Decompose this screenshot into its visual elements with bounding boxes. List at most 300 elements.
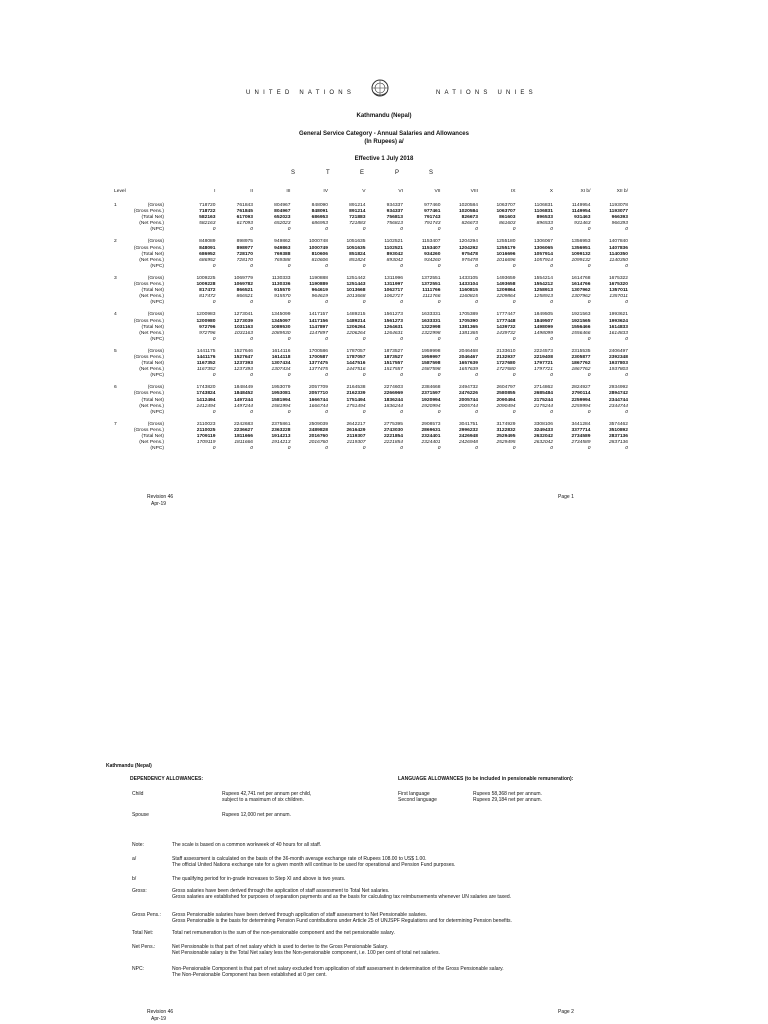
- steps-letter: P: [395, 170, 400, 176]
- salary-cell: 1517557: [383, 367, 403, 373]
- salary-cell: 1322998: [421, 324, 441, 330]
- un-emblem-icon: [370, 78, 390, 98]
- salary-cell: 2580855: [496, 391, 516, 397]
- salary-cell: 3510892: [608, 427, 628, 433]
- note-label: Gross:: [132, 888, 147, 894]
- salary-cell: 964619: [311, 294, 328, 300]
- child-text-2: subject to a maximum of six children.: [222, 797, 304, 803]
- step-column-header: XI b/: [580, 188, 591, 194]
- salary-cell: 2908573: [421, 421, 441, 427]
- salary-cell: 1705389: [458, 312, 478, 318]
- salary-cell: 1439732: [496, 324, 516, 330]
- salary-cell: 2632042: [533, 434, 553, 439]
- salary-cell: 1311996: [384, 275, 403, 281]
- salary-cell: 2133610: [496, 348, 516, 354]
- salary-cell: 1700587: [308, 354, 328, 360]
- salary-cell: 1106831: [534, 203, 553, 208]
- salary-cell: 0: [587, 373, 591, 379]
- level-number: 7: [114, 421, 117, 427]
- row-label: (Gross Pens.): [133, 318, 164, 324]
- salary-cell: 891214: [349, 209, 366, 215]
- salary-cell: 1016696: [496, 257, 516, 263]
- salary-cell: 0: [400, 300, 403, 306]
- salary-cell: 0: [550, 373, 553, 379]
- salary-cell: 1914213: [271, 440, 291, 446]
- salary-cell: 0: [437, 446, 441, 452]
- note-text: Gross Pensionable salaries have been derived through application of staff assessment to Net Pensionable salaries.: [172, 912, 428, 918]
- salary-cell: 2824927: [571, 385, 591, 391]
- child-text: Rupees 42,741 net per annum per child,: [222, 791, 312, 797]
- salary-cell: 2324401: [421, 434, 441, 439]
- row-label: (Gross): [147, 203, 164, 208]
- spouse-text: Rupees 12,000 net per annum.: [222, 812, 291, 818]
- salary-cell: 1057914: [533, 251, 553, 257]
- salary-cell: 769388: [274, 257, 291, 263]
- salary-cell: 2090494: [496, 403, 516, 409]
- salary-cell: 1581994: [271, 403, 291, 409]
- salary-cell: 1307434: [271, 367, 291, 373]
- page-title: General Service Category - Annual Salaries and Allowances: [299, 131, 469, 137]
- salary-cell: 1013668: [346, 288, 366, 294]
- salary-cell: 0: [625, 300, 628, 306]
- row-label: (Net Pens.): [139, 257, 164, 263]
- salary-cell: 2344744: [608, 403, 628, 409]
- salary-cell: 686952: [199, 257, 216, 263]
- salary-cell: 1811666: [234, 440, 253, 446]
- salary-cell: 0: [475, 263, 478, 269]
- salary-cell: 1959997: [421, 354, 441, 360]
- table-row: [114, 446, 628, 452]
- salary-cell: 1209864: [496, 294, 516, 300]
- salary-cell: 0: [212, 300, 216, 306]
- salary-cell: 1062717: [383, 288, 403, 294]
- salary-cell: 0: [325, 446, 328, 452]
- salary-cell: 1527646: [233, 348, 253, 354]
- salary-cell: 1489215: [346, 312, 366, 318]
- salary-cell: 1493658: [496, 282, 516, 288]
- salary-cell: 1089530: [271, 324, 291, 330]
- step-column-header: II: [250, 188, 253, 194]
- step-column-header: I: [214, 188, 216, 194]
- salary-cell: 0: [250, 446, 253, 452]
- salary-cell: 861603: [499, 215, 516, 221]
- salary-cell: 1920994: [421, 397, 441, 403]
- salary-cell: 0: [550, 227, 553, 233]
- note-text: Gross salaries are established for purposes of separation payments and as the basis for calculating tax reimbursements whenever UN salaries are taxed.: [172, 894, 512, 900]
- salary-cell: 2005744: [458, 397, 478, 403]
- salary-cell: 1873527: [383, 354, 403, 360]
- salary-cell: 1264631: [383, 330, 403, 336]
- salary-cell: 1441175: [196, 348, 216, 354]
- salary-cell: 2734589: [571, 440, 591, 446]
- salary-cell: 0: [400, 409, 403, 415]
- step-column-header: III: [286, 188, 291, 194]
- revision-date: Apr-19: [151, 501, 167, 507]
- salary-cell: 1069782: [233, 282, 253, 288]
- salary-cell: 1062717: [383, 294, 403, 300]
- salary-cell: 1633331: [421, 312, 441, 318]
- salary-cell: 0: [287, 409, 291, 415]
- salary-cell: 728170: [236, 251, 253, 257]
- salary-cell: 1705390: [458, 318, 478, 324]
- salary-cell: 1147897: [309, 324, 328, 330]
- salary-cell: 1206264: [346, 330, 366, 336]
- salary-cell: 966393: [611, 221, 628, 227]
- salary-cell: 810606: [311, 257, 328, 263]
- salary-cell: 1614766: [571, 282, 591, 288]
- salary-cell: 3122832: [496, 427, 516, 433]
- salary-cell: 1204292: [458, 245, 478, 251]
- salary-cell: 0: [400, 263, 403, 269]
- salary-cell: 2046468: [458, 348, 478, 354]
- salary-cell: 2324401: [421, 440, 441, 446]
- salary-cell: 756813: [386, 215, 403, 221]
- salary-cell: 1447516: [346, 361, 366, 367]
- salary-cell: 1921565: [571, 318, 591, 324]
- dependency-title: DEPENDENCY ALLOWANCES:: [130, 776, 204, 782]
- salary-cell: 2224573: [533, 348, 553, 354]
- salary-cell: 2221854: [383, 440, 403, 446]
- note-label: Total Net:: [132, 930, 154, 936]
- salary-cell: 2259994: [571, 397, 591, 403]
- salary-cell: 931463: [574, 221, 591, 227]
- salary-cell: 972796: [199, 330, 216, 336]
- salary-cell: 1200983: [196, 312, 216, 318]
- salary-cell: 1009225: [196, 275, 216, 281]
- salary-cell: 915570: [274, 294, 291, 300]
- salary-cell: 791743: [424, 221, 441, 227]
- level-number: 5: [114, 348, 117, 354]
- table-row: [114, 337, 628, 343]
- salary-cell: 756813: [386, 221, 403, 227]
- salary-cell: 0: [475, 373, 478, 379]
- salary-cell: 1587598: [421, 361, 441, 367]
- salary-cell: 1307962: [571, 288, 591, 294]
- salary-cell: 1206264: [346, 324, 366, 330]
- salary-cell: 851824: [349, 257, 366, 263]
- salary-cell: 0: [475, 300, 478, 306]
- salary-cell: 1251443: [346, 282, 366, 288]
- salary-cell: 2221854: [383, 434, 403, 439]
- salary-cell: 1417157: [308, 312, 328, 318]
- row-label: (NPC): [150, 227, 164, 233]
- salary-cell: 1063707: [496, 209, 516, 215]
- note-label: Gross Pens.:: [132, 912, 161, 918]
- salary-cell: 1581994: [271, 397, 291, 403]
- salary-cell: 0: [212, 263, 216, 269]
- salary-cell: 1751494: [346, 403, 366, 409]
- spouse-label: Spouse: [132, 812, 149, 818]
- note-text: Staff assessment is calculated on the basis of the 36-month average exchange rate of Rupees 108.00 to US$ 1.00.: [172, 856, 427, 862]
- salary-cell: 1190889: [309, 282, 328, 288]
- salary-cell: 0: [512, 373, 516, 379]
- salary-cell: 0: [475, 409, 478, 415]
- salary-cell: 3574462: [608, 421, 628, 427]
- salary-cell: 1614833: [608, 330, 628, 336]
- note-text: The official United Nations exchange rate for a given month will continue to be used for operational and Pension Fund purposes.: [172, 862, 456, 868]
- salary-cell: 2119307: [346, 434, 366, 439]
- salary-cell: 0: [437, 373, 441, 379]
- salary-cell: 1273041: [233, 312, 253, 318]
- salary-cell: 1258913: [533, 288, 553, 294]
- salary-cell: 2375861: [271, 421, 291, 427]
- salary-cell: 2894742: [608, 391, 628, 397]
- salary-cell: 0: [250, 300, 253, 306]
- salary-cell: 1167352: [196, 361, 216, 367]
- salary-cell: 1322998: [421, 330, 441, 336]
- salary-cell: 1614116: [271, 348, 291, 354]
- salary-cell: 1190888: [309, 275, 328, 281]
- salary-cell: 975478: [461, 257, 478, 263]
- salary-cell: 0: [362, 263, 366, 269]
- salary-cell: 0: [437, 227, 441, 233]
- salary-cell: 0: [250, 263, 253, 269]
- salary-cell: 1587598: [421, 367, 441, 373]
- salary-cell: 2384668: [421, 385, 441, 391]
- salary-cell: 1273039: [233, 318, 253, 324]
- salary-cell: 1412494: [196, 403, 216, 409]
- salary-cell: 0: [287, 446, 291, 452]
- salary-cell: 582163: [199, 221, 216, 227]
- row-label: (NPC): [150, 373, 164, 379]
- note-text: Gross salaries have been derived through the application of staff assessment to Total Net salaries.: [172, 888, 390, 894]
- salary-cell: 2016760: [308, 434, 328, 439]
- salary-cell: 2119307: [346, 440, 366, 446]
- table-row: [114, 300, 628, 306]
- salary-cell: 1441176: [196, 354, 216, 360]
- salary-cell: 718722: [199, 209, 216, 215]
- salary-cell: 1993624: [608, 318, 628, 324]
- salary-cell: 2046467: [458, 354, 478, 360]
- salary-cell: 2685484: [533, 391, 553, 397]
- second-language-label: Second language: [398, 797, 437, 803]
- salary-cell: 686953: [311, 215, 328, 221]
- level-number: 4: [114, 312, 117, 318]
- step-column-header: X: [549, 188, 553, 194]
- salary-cell: 893042: [386, 251, 403, 257]
- salary-cell: 931463: [574, 215, 591, 221]
- note-label: Note:: [132, 842, 144, 848]
- salary-cell: 1556466: [571, 324, 591, 330]
- salary-cell: 1381365: [458, 324, 478, 330]
- salary-cell: 617093: [236, 221, 253, 227]
- salary-cell: 2219408: [533, 354, 553, 360]
- salary-cell: 1063707: [496, 203, 516, 208]
- salary-cell: 2110023: [196, 421, 216, 427]
- salary-cell: 1356953: [571, 239, 591, 245]
- salary-cell: 0: [362, 409, 366, 415]
- salary-cell: 1700586: [308, 348, 328, 354]
- salary-cell: 1554212: [533, 282, 553, 288]
- row-label: (Gross): [147, 348, 164, 354]
- salary-cell: 721883: [349, 221, 366, 227]
- row-label: (Total Net): [141, 397, 164, 403]
- salary-cell: 1357011: [609, 288, 628, 294]
- salary-cell: 1439732: [496, 330, 516, 336]
- salary-cell: 0: [587, 300, 591, 306]
- salary-cell: 1306065: [533, 245, 553, 251]
- salary-cell: 1497244: [233, 403, 253, 409]
- salary-cell: 1867762: [571, 361, 591, 367]
- salary-cell: 0: [437, 336, 441, 342]
- salary-cell: 2363228: [271, 427, 291, 433]
- salary-cell: 1149954: [571, 203, 591, 208]
- salary-cell: 0: [212, 227, 216, 233]
- salary-cell: 1167352: [196, 367, 216, 373]
- salary-cell: 0: [250, 373, 253, 379]
- child-label: Child: [132, 791, 144, 797]
- salary-cell: 1811666: [234, 434, 253, 439]
- un-english: UNITED NATIONS: [246, 90, 356, 96]
- salary-cell: 0: [250, 409, 253, 415]
- salary-cell: 0: [250, 336, 253, 342]
- salary-cell: 1953081: [271, 391, 291, 397]
- level-number: 2: [114, 239, 117, 245]
- step-column-header: VIII: [470, 188, 478, 194]
- salary-cell: 0: [212, 336, 216, 342]
- salary-cell: 1849507: [533, 318, 553, 324]
- table-row: [114, 373, 628, 379]
- salary-cell: 866521: [236, 294, 253, 300]
- salary-cell: 1527647: [233, 354, 253, 360]
- salary-cell: 804967: [274, 209, 291, 215]
- salary-cell: 1345097: [271, 318, 291, 324]
- table-row: [114, 264, 628, 270]
- salary-cell: 3174929: [496, 421, 516, 427]
- salary-cell: 1675320: [608, 282, 628, 288]
- steps-letter: E: [360, 170, 365, 176]
- salary-cell: 3441284: [571, 421, 591, 427]
- salary-cell: 2259994: [571, 403, 591, 409]
- salary-cell: 1013668: [346, 294, 366, 300]
- salary-cell: 1633331: [421, 318, 441, 324]
- salary-cell: 1848449: [233, 385, 253, 391]
- salary-cell: 1069779: [233, 275, 253, 281]
- row-label: (Total Net): [141, 215, 164, 221]
- salary-cell: 0: [325, 300, 328, 306]
- salary-cell: 1000749: [308, 245, 328, 251]
- salary-cell: 0: [437, 300, 441, 306]
- salary-cell: 2164538: [346, 385, 366, 391]
- salary-cell: 1264631: [383, 324, 403, 330]
- salary-cell: 0: [212, 373, 216, 379]
- row-label: (Net Pens.): [139, 330, 164, 336]
- salary-cell: 761843: [236, 203, 253, 208]
- salary-cell: 966393: [611, 215, 628, 221]
- salary-cell: 0: [362, 373, 366, 379]
- salary-cell: 1153407: [421, 239, 441, 245]
- salary-cell: 848091: [311, 209, 328, 215]
- salary-cell: 1412494: [196, 397, 216, 403]
- salary-cell: 934337: [386, 209, 403, 215]
- row-label: (NPC): [150, 263, 164, 269]
- salary-cell: 0: [587, 263, 591, 269]
- salary-cell: 1727680: [496, 361, 516, 367]
- salary-cell: 1836244: [383, 397, 403, 403]
- salary-cell: 0: [625, 227, 628, 233]
- salary-cell: 2016760: [308, 440, 328, 446]
- salary-cell: 686953: [311, 221, 328, 227]
- salary-cell: 0: [400, 336, 403, 342]
- salary-cell: 1089530: [271, 330, 291, 336]
- salary-cell: 1497244: [233, 397, 253, 403]
- salary-cell: 652023: [274, 221, 291, 227]
- page2-duty-station: Kathmandu (Nepal): [106, 763, 152, 769]
- salary-cell: 1937803: [608, 367, 628, 373]
- salary-cell: 1377475: [308, 361, 328, 367]
- salary-cell: 817472: [199, 288, 216, 294]
- salary-cell: 0: [625, 336, 628, 342]
- salary-cell: 0: [625, 263, 628, 269]
- salary-cell: 3377714: [571, 427, 591, 433]
- salary-cell: 0: [625, 446, 628, 452]
- salary-cell: 1556466: [571, 330, 591, 336]
- step-column-header: V: [362, 188, 366, 194]
- salary-cell: 2057710: [308, 391, 328, 397]
- salary-cell: 2714862: [533, 385, 553, 391]
- row-label: (Net Pens.): [139, 294, 164, 300]
- salary-cell: 0: [475, 446, 478, 452]
- salary-cell: 2305877: [571, 354, 591, 360]
- salary-cell: 848091: [199, 245, 216, 251]
- salary-cell: 2057709: [308, 385, 328, 391]
- salary-cell: 1417156: [308, 318, 328, 324]
- salary-cell: 0: [325, 409, 328, 415]
- row-label: (Net Pens.): [139, 221, 164, 227]
- note-text: Gross Pensionable is the basis for determining Pension Fund contributions under Article 25 of UNJSPF Regulations and for determining Pension benefits.: [172, 918, 512, 924]
- salary-cell: 898977: [236, 245, 253, 251]
- row-label: (Total Net): [141, 434, 164, 439]
- salary-cell: 1102521: [384, 239, 403, 245]
- salary-cell: 1020584: [458, 209, 478, 215]
- steps-letter: T: [326, 170, 330, 176]
- salary-cell: 915570: [274, 288, 291, 294]
- salary-cell: 1345099: [271, 312, 291, 318]
- row-label: (Gross): [147, 385, 164, 391]
- salary-cell: 0: [400, 446, 403, 452]
- salary-cell: 652023: [274, 215, 291, 221]
- salary-cell: 1407840: [608, 239, 628, 245]
- salary-cell: 0: [475, 227, 478, 233]
- salary-cell: 1614768: [571, 275, 591, 281]
- salary-cell: 0: [587, 409, 591, 415]
- salary-cell: 1057914: [533, 257, 553, 263]
- salary-cell: 0: [287, 336, 291, 342]
- salary-cell: 2344744: [608, 397, 628, 403]
- salary-cell: 2489828: [308, 427, 328, 433]
- salary-cell: 1193077: [609, 209, 628, 215]
- level-number: [114, 446, 126, 452]
- salary-cell: 848089: [199, 239, 216, 245]
- salary-cell: 1489214: [346, 318, 366, 324]
- salary-cell: 1787057: [346, 348, 366, 354]
- salary-cell: 1554214: [533, 275, 553, 281]
- salary-cell: 1200980: [196, 318, 216, 324]
- salary-cell: 0: [550, 446, 553, 452]
- salary-cell: 769388: [274, 251, 291, 257]
- salary-cell: 810606: [311, 251, 328, 257]
- page2-revision-date: Apr-19: [151, 1016, 167, 1022]
- salary-cell: 1209864: [496, 288, 516, 294]
- language-title: LANGUAGE ALLOWANCES (to be included in pensionable remuneration):: [398, 776, 574, 782]
- row-label: (Gross Pens.): [133, 209, 164, 215]
- salary-cell: 0: [325, 227, 328, 233]
- salary-cell: 2996232: [458, 427, 478, 433]
- salary-cell: 2426948: [458, 434, 478, 439]
- salary-cell: 791743: [424, 215, 441, 221]
- salary-cell: 2426948: [458, 440, 478, 446]
- salary-cell: 1561273: [383, 312, 403, 318]
